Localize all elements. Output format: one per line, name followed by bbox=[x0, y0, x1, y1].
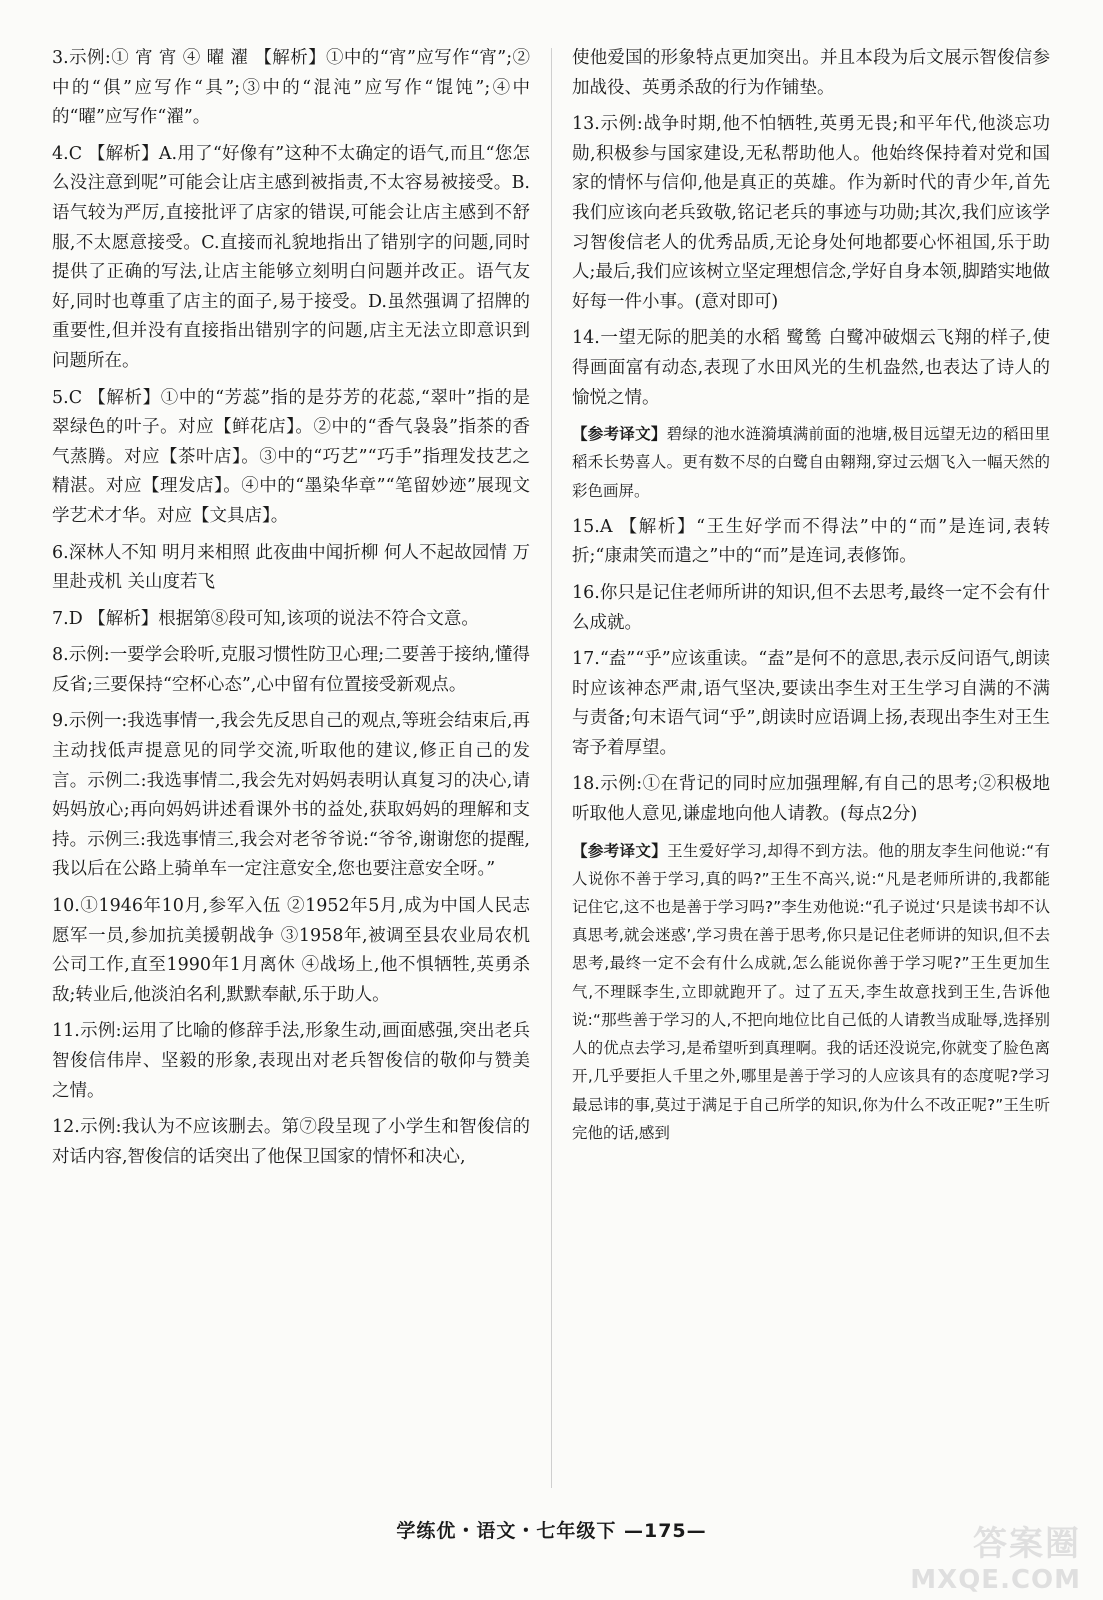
answer-item-14: 14.一望无际的肥美的水稻 鹭鸶 白鹭冲破烟云飞翔的样子,使得画面富有动态,表现了水田风光的生机盎然,也表达了诗人的愉悦之情。 bbox=[572, 328, 1050, 408]
answer-item-6: 6.深林人不知 明月来相照 此夜曲中闻折柳 何人不起故园情 万里赴戎机 关山度若飞 bbox=[52, 542, 530, 593]
reference-translation-18 bbox=[572, 837, 1050, 1147]
answer-item-18: 18.示例:①在背记的同时应加强理解,有自己的思考;②积极地听取他人意见,谦虚地向他人请教。(每点2分) bbox=[572, 774, 1050, 825]
answer-item-17: 17.“盍”“乎”应该重读。“盍”是何不的意思,表示反问语气,朗读时应该神态严肃,语气坚决,要读出李生对王生学习自满的不满与责备;句末语气词“乎”,朗读时应语调上扬,表现出李生对王生寄予着厚望。 bbox=[572, 649, 1050, 758]
right-column bbox=[572, 44, 1050, 1155]
answer-item-5: 5.C 【解析】①中的“芳蕊”指的是芬芳的花蕊,“翠叶”指的是翠绿色的叶子。对应【鲜花店】。②中的“香气袅袅”指茶的香气蒸腾。对应【茶叶店】。③中的“巧艺”“巧手”指理发技艺之精湛。对应【理发店】。④中的“墨染华章”“笔留妙迹”展现文学艺术才华。对应【文具店】。 bbox=[52, 387, 530, 526]
column-divider bbox=[551, 48, 552, 1488]
answer-item-3: 3.示例:① 宵 宵 ④ 曜 濯 【解析】①中的“宵”应写作“宵”;②中的“俱”应写作“具”;③中的“混沌”应写作“馄饨”;④中的“曜”应写作“濯”。 bbox=[52, 48, 530, 128]
reference-tag: 【参考译文】 bbox=[572, 841, 668, 860]
answer-item-13: 13.示例:战争时期,他不怕牺牲,英勇无畏;和平年代,他淡忘功勋,积极参与国家建设,无私帮助他人。他始终保持着对党和国家的情怀与信仰,他是真正的英雄。作为新时代的青少年,首先我们应该向老兵致敬,铭记老兵的事迹与功勋;其次,我们应该学习智俊信老人的优秀品质,无论身处何地都要心怀祖国,乐于助人;最后,我们应该树立坚定理想信念,学好自身本领,脚踏实地做好每一件小事。(意对即可) bbox=[572, 114, 1050, 312]
page-footer: 学练优・语文・七年级下 —175— bbox=[396, 1520, 707, 1542]
reference-tag: 【参考译文】 bbox=[572, 425, 667, 444]
watermark-url: MXQE.COM bbox=[910, 1565, 1081, 1595]
watermark-logo: 答案圈 bbox=[973, 1524, 1081, 1564]
answer-item-10: 10.①1946年10月,参军入伍 ②1952年5月,成为中国人民志愿军一员,参加抗美援朝战争 ③1958年,被调至县农业局农机公司工作,直至1990年1月离休 ④战场上,他不惧牺牲,英勇杀敌;转业后,他淡泊名利,默默奉献,乐于助人。 bbox=[52, 896, 530, 1005]
answer-item-9: 9.示例一:我选事情一,我会先反思自己的观点,等班会结束后,再主动找低声提意见的同学交流,听取他的建议,修正自己的发言。示例二:我选事情二,我会先对妈妈表明认真复习的决心,请妈妈放心;再向妈妈讲述看课外书的益处,获取妈妈的理解和支持。示例三:我选事情三,我会对老爷爷说:“爷爷,谢谢您的提醒,我以后在公路上骑单车一定注意安全,您也要注意安全呀。” bbox=[52, 711, 530, 880]
reference-text: 碧绿的池水涟漪填满前面的池塘,极目远望无边的稻田里稻禾长势喜人。更有数不尽的白鹭自由翱翔,穿过云烟飞入一幅天然的彩色画屏。 bbox=[572, 425, 1050, 500]
answer-item-16: 16.你只是记住老师所讲的知识,但不去思考,最终一定不会有什么成就。 bbox=[572, 582, 1050, 633]
answer-item-8: 8.示例:一要学会聆听,克服习惯性防卫心理;二要善于接纳,懂得反省;三要保持“空杯心态”,心中留有位置接受新观点。 bbox=[52, 645, 530, 695]
answer-item-4: 4.C 【解析】A.用了“好像有”这种不太确定的语气,而且“您怎么没注意到呢”可能会让店主感到被指责,不太容易被接受。B.语气较为严厉,直接批评了店家的错误,可能会让店主感到不舒服,不太愿意接受。C.直接而礼貌地指出了错别字的问题,同时提供了正确的写法,让店主能够立刻明白问题并改正。语气友好,同时也尊重了店主的面子,易于接受。D.虽然强调了招牌的重要性,但并没有直接指出错别字的问题,店主无法立即意识到问题所在。 bbox=[52, 143, 530, 371]
answer-item-12: 12.示例:我认为不应该删去。第⑦段呈现了小学生和智俊信的对话内容,智俊信的话突出了他保卫国家的情怀和决心, bbox=[52, 1117, 530, 1167]
answer-item-15: 15.A 【解析】“王生好学而不得法”中的“而”是连词,表转折;“康肃笑而遣之”中的“而”是连词,表修饰。 bbox=[572, 516, 1050, 567]
answer-item-11: 11.示例:运用了比喻的修辞手法,形象生动,画面感强,突出老兵智俊信伟岸、坚毅的形象,表现出对老兵智俊信的敬仰与赞美之情。 bbox=[52, 1021, 530, 1101]
reference-text: 王生爱好学习,却得不到方法。他的朋友李生问他说:“有人说你不善于学习,真的吗?”王生不高兴,说:“凡是老师所讲的,我都能记住它,这不也是善于学习吗?”李生劝他说:“孔子说过‘只是读书却不认真思考,就会迷惑’,学习贵在善于思考,你只是记住老师讲的知识,但不去思考,最终一定不会有什么成就,怎么能说你善于学习呢?”王生更加生气,不理睬李生,立即就跑开了。过了五天,李生故意找到王生,告诉他说:“那些善于学习的人,不把向地位比自己低的人请教当成耻辱,选择别人的优点去学习,是希望听到真理啊。我的话还没说完,你就变了脸色离开,几乎要拒人千里之外,哪里是善于学习的人应该具有的态度呢?学习最忌讳的事,莫过于满足于自己所学的知识,你为什么不改正呢?”王生听完他的话,感到 bbox=[572, 841, 1050, 1142]
watermark bbox=[901, 1516, 1081, 1595]
left-column bbox=[52, 44, 530, 1179]
answer-item-12-continued: 使他爱国的形象特点更加突出。并且本段为后文展示智俊信参加战役、英勇杀敌的行为作铺垫。 bbox=[572, 48, 1050, 98]
reference-translation-14 bbox=[572, 420, 1050, 505]
answer-item-7: 7.D 【解析】根据第⑧段可知,该项的说法不符合文意。 bbox=[52, 608, 479, 629]
